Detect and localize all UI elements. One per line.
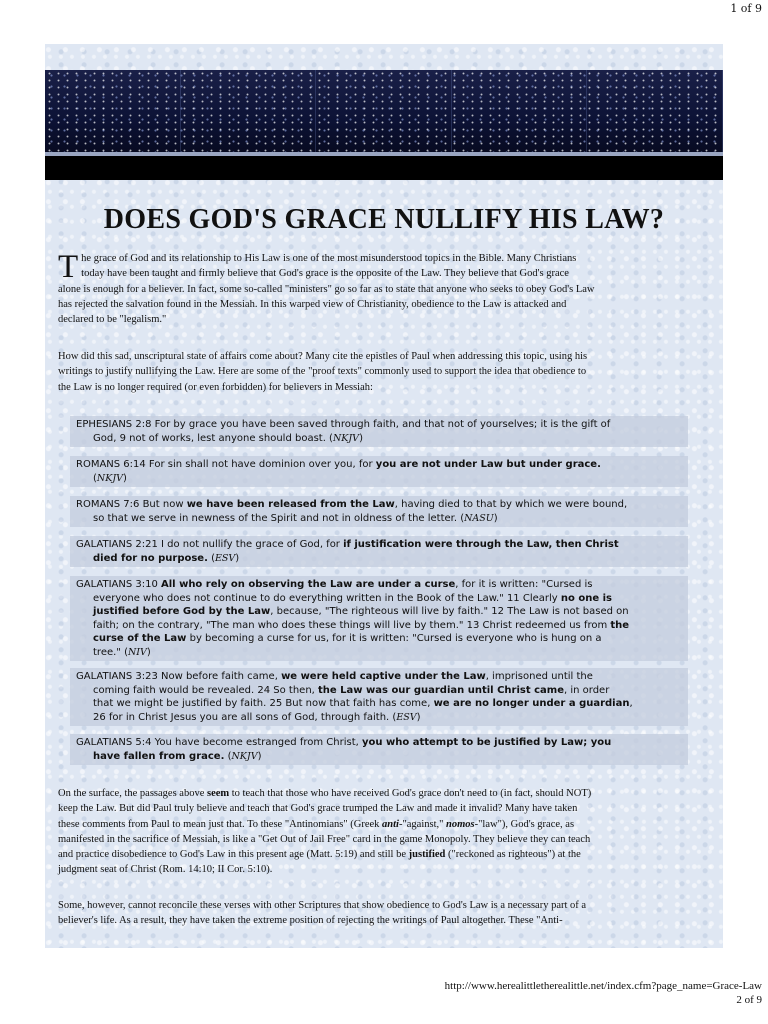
page-number-bottom: 2 of 9 <box>736 994 762 1006</box>
verse-romans-7-6: ROMANS 7:6 But now we have been released from the Law, having died to that by which we were bound, so that we serve in newness of the Spirit and not in oldness of the letter. (NASU) <box>70 496 688 527</box>
verse-galatians-3-10: GALATIANS 3:10 All who rely on observing the Law are under a curse, for it is written: "Cursed is everyone who does not continue to do everything written in the Book of the Law." 11 Clearly no one is justified before God by the Law, because, "The righteous will live by faith." 12 The Law is not based on faith; on the contrary, "The man who does these things will live by them." 13 Christ redeemed us from the curse of the Law by becoming a curse for us, for it is written: "Cursed is everyone who is hung on a tree." (NIV) <box>70 576 688 661</box>
verse-galatians-3-23: GALATIANS 3:23 Now before faith came, we were held captive under the Law, imprisoned until the coming faith would be revealed. 24 So then, the Law was our guardian until Christ came, in order that we might be justified by faith. 25 But now that faith has come, we are no longer under a guardian, 26 for in Christ Jesus you are all sons of God, through faith. (ESV) <box>70 668 688 726</box>
banner-black-bar <box>45 156 723 180</box>
banner-tiles <box>45 70 723 154</box>
verse-ephesians-2-8: EPHESIANS 2:8 For by grace you have been saved through faith, and that not of yourselves; it is the gift of God, 9 not of works, lest anyone should boast. (NKJV) <box>70 416 688 447</box>
starfield-banner <box>45 70 723 154</box>
proof-texts-intro: How did this sad, unscriptural state of affairs come about? Many cite the epistles of Paul when addressing this topic, using his writings to justify nullifying the Law. Here are some of the "proof texts" commonly used to support the idea that obedience to the Law is no longer required (or even forbidden) for believers in Messiah: <box>58 351 588 393</box>
antinomian-paragraph: On the surface, the passages above seem to teach that those who have received God's grace don't need to (in fact, should NOT) keep the Law. But did Paul truly believe and teach that God's grace trumped the Law and made it invalid? Many have taken these comments from Paul to mean just that. To these "Antinomians" (Greek anti-"against," nomos-"law"), God's grace, as manifested in the sacrifice of Messiah, is like a "Get Out of Jail Free" card in the game Monopoly. They believe they can teach and practice disobedience to God's Law in this present age (Matt. 5:19) and still be justified ("reckoned as righteous") at the judgment seat of Christ (Rom. 14:10; II Cor. 5:10). <box>58 788 592 876</box>
intro-paragraph: T he grace of God and its relationship to His Law is one of the most misunderstood topics in the Bible. Many Christians today have been taught and firmly believe that God's grace is the opposite of the Law. They believe that God's grace alone is enough for a believer. In fact, some so-called "ministers" go so far as to state that anyone who seeks to obey God's Law has rejected the salvation found in the Messiah. In this warped view of Christianity, obedience to the Law is attacked and declared to be "legalism." <box>58 249 595 326</box>
page-number-top: 1 of 9 <box>730 2 762 15</box>
article-panel <box>45 44 723 948</box>
drop-cap: T <box>58 249 79 285</box>
verse-galatians-2-21: GALATIANS 2:21 I do not nullify the grace of God, for if justification were through the Law, then Christ died for no purpose. (ESV) <box>70 536 688 567</box>
verse-galatians-5-4: GALATIANS 5:4 You have become estranged from Christ, you who attempt to be justified by Law; you have fallen from grace. (NKJV) <box>70 734 688 765</box>
verse-romans-6-14: ROMANS 6:14 For sin shall not have dominion over you, for you are not under Law but under grace. (NKJV) <box>70 456 688 487</box>
article-title: DOES GOD'S GRACE NULLIFY HIS LAW? <box>103 204 665 235</box>
rejection-paragraph: Some, however, cannot reconcile these verses with other Scriptures that show obedience to God's Law is a necessary part of a believer's life. As a result, they have taken the extreme position of rejecting the writings of Paul altogether. These "Anti- <box>58 900 587 927</box>
footer-url: http://www.herealittletherealittle.net/index.cfm?page_name=Grace-Law <box>444 980 762 992</box>
